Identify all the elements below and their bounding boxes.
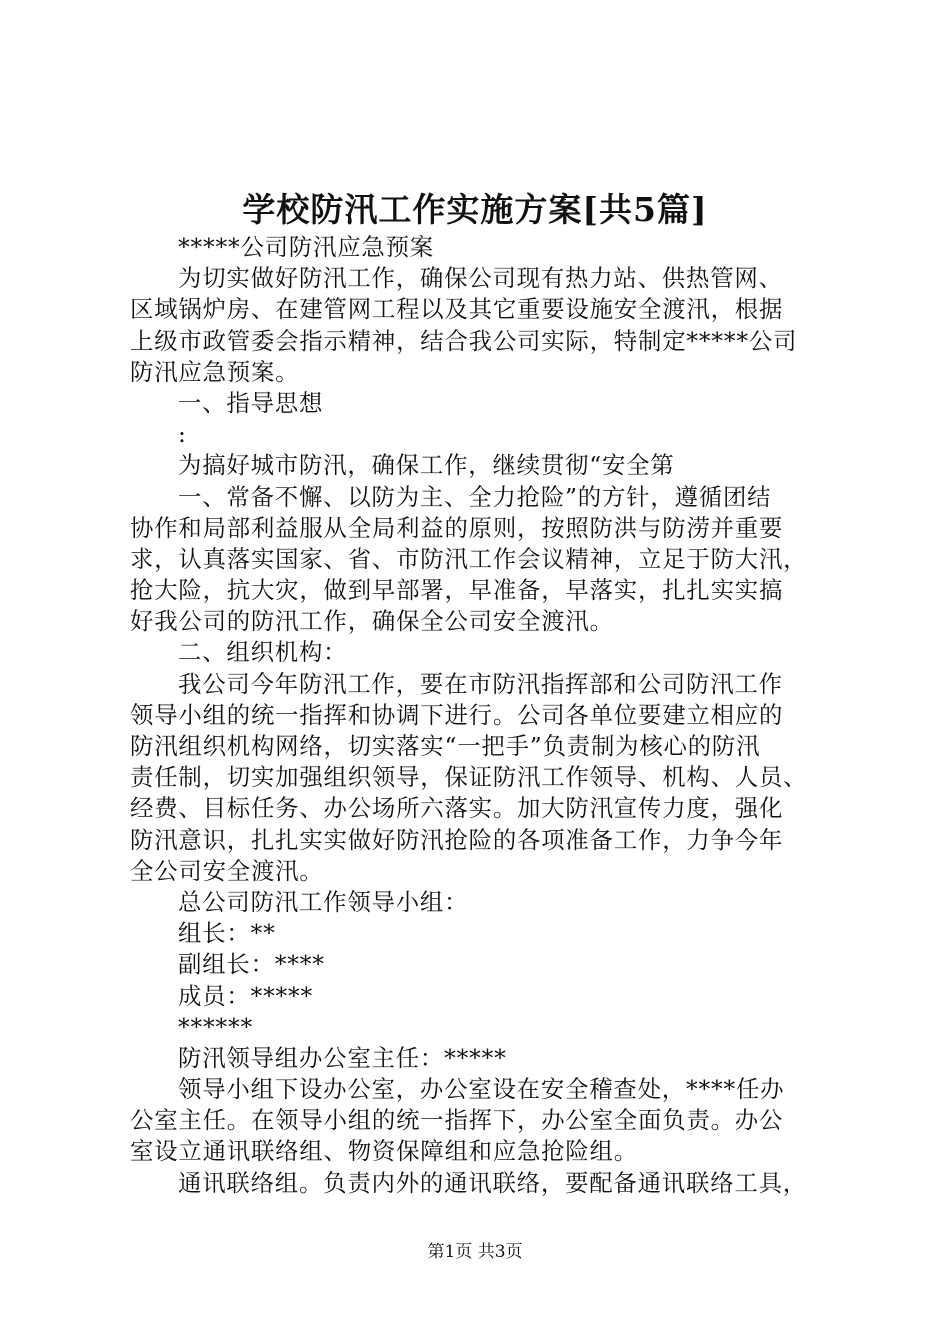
- document-title: 学校防汛工作实施方案[共5篇]: [242, 190, 708, 229]
- body-line: 领导小组的统一指挥和协调下进行。公司各单位要建立相应的: [130, 700, 784, 729]
- body-line: 成员：*****: [178, 981, 314, 1010]
- body-line: 为切实做好防汛工作，确保公司现有热力站、供热管网、: [178, 264, 783, 293]
- body-line: 二、组织机构：: [178, 638, 348, 667]
- body-line: 副组长：****: [178, 950, 325, 979]
- body-line: 经费、目标任务、办公场所六落实。加大防汛宣传力度，强化: [130, 794, 784, 823]
- body-line: 为搞好城市防汛，确保工作，继续贯彻“安全第: [178, 451, 675, 480]
- body-line: 防汛领导组办公室主任：*****: [178, 1043, 507, 1072]
- body-line: 求，认真落实国家、省、市防汛工作会议精神，立足于防大汛，: [130, 544, 808, 573]
- body-line: 防汛应急预案。: [130, 357, 300, 386]
- body-line: 好我公司的防汛工作，确保全公司安全渡汛。: [130, 607, 614, 636]
- body-line: 责任制，切实加强组织领导，保证防汛工作领导、机构、人员、: [130, 763, 808, 792]
- body-line: 我公司今年防汛工作，要在市防汛指挥部和公司防汛工作: [178, 669, 783, 698]
- body-line: 协作和局部利益服从全局利益的原则，按照防洪与防涝并重要: [130, 513, 784, 542]
- body-line: *****公司防汛应急预案: [178, 233, 435, 261]
- body-line: ******: [178, 1012, 253, 1041]
- body-line: 抢大险，抗大灾，做到早部署，早准备，早落实，扎扎实实搞: [130, 576, 784, 605]
- body-line: 室设立通讯联络组、物资保障组和应急抢险组。: [130, 1137, 639, 1166]
- body-line: 总公司防汛工作领导小组：: [178, 887, 469, 916]
- body-line: 一、常备不懈、以防为主、全力抢险”的方针，遵循团结: [178, 482, 772, 511]
- body-line: 领导小组下设办公室，办公室设在安全稽查处，****任办: [178, 1075, 785, 1104]
- body-line: 一、指导思想: [178, 388, 324, 417]
- body-line: 防汛意识，扎扎实实做好防汛抢险的各项准备工作，力争今年: [130, 825, 784, 854]
- body-line: 上级市政管委会指示精神，结合我公司实际，特制定*****公司: [130, 326, 798, 355]
- body-line: 区域锅炉房、在建管网工程以及其它重要设施安全渡汛，根据: [130, 295, 784, 324]
- body-line: 公室主任。在领导小组的统一指挥下，办公室全面负责。办公: [130, 1106, 784, 1135]
- body-line: :: [178, 420, 187, 449]
- body-line: 防汛组织机构网络，切实落实“一把手”负责制为核心的防汛: [130, 732, 761, 760]
- body-line: 组长：**: [178, 919, 276, 948]
- document-body: [130, 232, 830, 1199]
- body-line: 通讯联络组。负责内外的通讯联络，要配备通讯联络工具，: [178, 1168, 807, 1197]
- page-footer: 第1页 共3页: [427, 1242, 523, 1262]
- body-line: 全公司安全渡汛。: [130, 856, 324, 885]
